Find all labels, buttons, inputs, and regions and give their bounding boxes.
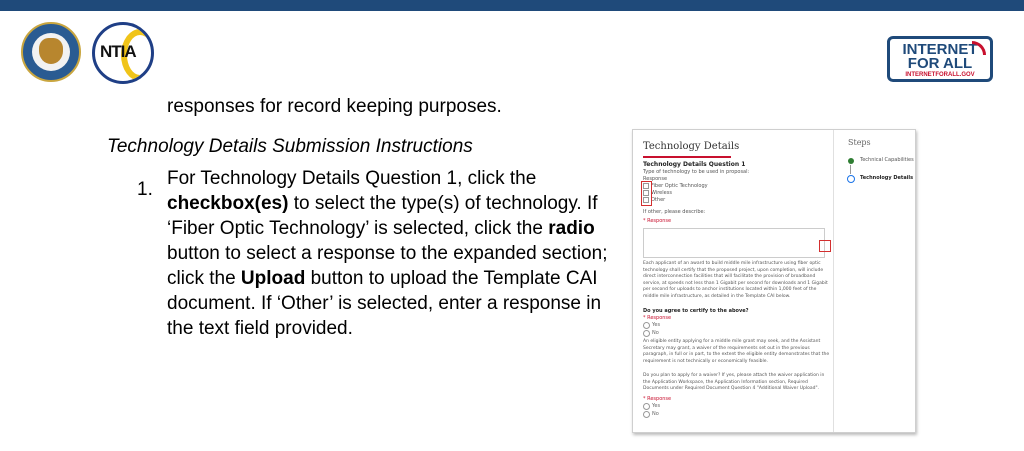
other-describe-label: If other, please describe:	[643, 209, 706, 215]
waiver-paragraph: An eligible entity applying for a middle mile grant may seek, and the Assistant Secretary may grant, a waiver of the requirements set out in the previous paragraph, in full or in part, to the extent the eligible entity demonstrates that the requirement is not technically or economically feasible.	[643, 339, 830, 364]
step-text-4: button to upload the Template CAI document. If ‘Other’ is selected, enter a response in the text field provided.	[167, 268, 602, 339]
question-3-text: Do you plan to apply for a waiver? If yes, please attach the waiver application in the Application Workspace, the Application Information section, Required Documents under Required Document Question 4 "Additional Waiver Upload".	[643, 373, 825, 391]
title-underline	[643, 156, 731, 158]
response-required-label: * Response	[643, 218, 672, 224]
eagle-icon	[39, 38, 63, 64]
waiver-no-label: No	[652, 411, 659, 417]
waiver-yes-radio[interactable]	[643, 403, 650, 410]
step-technical-capabilities[interactable]: Technical Capabilities	[860, 157, 914, 163]
ifa-url: INTERNETFORALL.GOV	[905, 72, 975, 78]
step-bold-checkboxes: checkbox(es)	[167, 193, 289, 214]
certify-yes-radio[interactable]	[643, 322, 650, 329]
checkbox-highlight-box	[641, 181, 652, 206]
shot-title: Technology Details	[643, 141, 740, 152]
question-3-response-label: * Response	[643, 396, 672, 402]
wireless-option-label: Wireless	[651, 190, 672, 196]
waiver-yes-label: Yes	[652, 403, 661, 409]
step-number: 1.	[137, 179, 153, 200]
resize-highlight-box	[819, 240, 831, 252]
question-2-response-label: * Response	[643, 315, 672, 321]
fiber-option-label: Fiber Optic Technology	[651, 183, 708, 189]
question-1-title: Technology Details Question 1	[643, 161, 746, 168]
technology-details-screenshot	[632, 129, 916, 433]
question-2-text: Do you agree to certify to the above?	[643, 308, 749, 314]
question-1-response-label: Response	[643, 176, 668, 182]
step-connector	[850, 165, 851, 174]
section-heading: Technology Details Submission Instructions	[107, 136, 473, 157]
ntia-logo-text: NTIA	[100, 42, 136, 61]
step-bold-radio: radio	[548, 218, 595, 239]
step-text-2: to select the type(s) of technology. If ‘Fiber Optic Technology’ is selected, click the	[167, 193, 598, 239]
step-current-icon	[847, 175, 855, 183]
department-seal-logo	[21, 22, 81, 82]
step-text-1: For Technology Details Question 1, click the	[167, 168, 537, 189]
certify-no-radio[interactable]	[643, 330, 650, 337]
other-option-label: Other	[651, 197, 666, 203]
question-1-subtitle: Type of technology to be used in proposal:	[643, 169, 750, 175]
ifa-line2: FOR ALL	[907, 55, 973, 72]
step-text-3: button to select a response to the expanded section; click the	[167, 243, 608, 289]
certify-no-label: No	[652, 330, 659, 336]
step-complete-icon	[848, 158, 854, 164]
ntia-logo	[92, 22, 154, 84]
step-bold-upload: Upload	[240, 268, 306, 289]
other-response-input[interactable]	[643, 228, 825, 258]
previous-paragraph-text: responses for record keeping purposes.	[167, 96, 502, 117]
step-1-text	[167, 166, 612, 341]
internet-for-all-logo	[887, 36, 993, 82]
fiber-certification-paragraph: Each applicant of an award to build middle mile infrastructure using fiber optic technology shall certify that the proposed project, upon completion, will include direct interconnection facilities that will facilitate the provision of broadband service, at speeds not less than 1 Gigabit per second for downloads and 1 Gigabit per second for uploads to anchor institutions located within 1,000 feet of the middle mile infrastructure, as detailed in the Template CAI below.	[643, 261, 828, 299]
step-technology-details[interactable]: Technology Details	[860, 175, 914, 181]
certify-yes-label: Yes	[652, 322, 661, 328]
waiver-no-radio[interactable]	[643, 411, 650, 418]
steps-heading: Steps	[848, 138, 871, 147]
ifa-line1: INTERNET	[902, 41, 978, 58]
top-border-bar	[0, 0, 1024, 11]
